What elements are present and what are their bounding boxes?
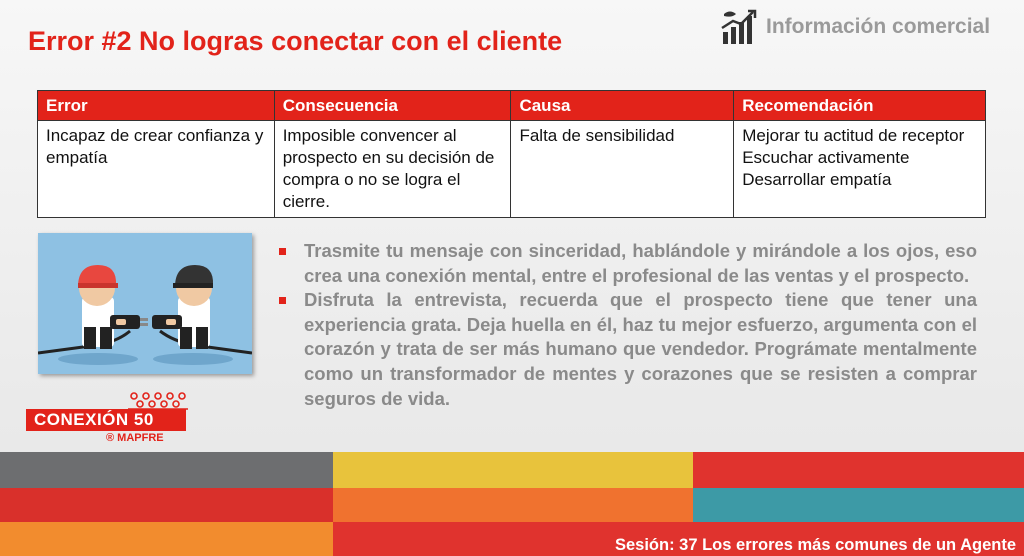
band-block (693, 488, 1024, 522)
band-block (693, 452, 1024, 488)
table-row (38, 121, 986, 218)
logo-wordmark: CONEXIÓN 50 (26, 409, 186, 431)
people-network-icon (22, 391, 198, 411)
page-title: Error #2 No logras conectar con el cliente (28, 26, 563, 56)
header-recomendacion: Recomendación (734, 91, 986, 121)
bullet-text: Disfruta la entrevista, recuerda que el prospecto tiene que tener una experiencia grata. Deja huella en él, haz tu mejor esfuerzo, argumenta con el corazón y trata de ser más humano que vendedor. Prográmate mentalmente como un transformador de mentes y corazones que se resisten a comprar seguros de vida. (304, 289, 977, 409)
band-block (333, 488, 693, 522)
tips-list (277, 239, 977, 411)
logo-brand: ® MAPFRE (106, 432, 164, 444)
error-table (37, 90, 986, 218)
header-error: Error (38, 91, 275, 121)
plugs-connecting-illustration (38, 233, 252, 374)
square-bullet-icon (279, 248, 286, 255)
cell-consecuencia: Imposible convencer al prospecto en su decisión de compra o no se logra el cierre. (274, 121, 511, 218)
cell-causa: Falta de sensibilidad (511, 121, 734, 218)
list-item (277, 288, 977, 411)
band-block (333, 452, 693, 488)
band-block (0, 488, 333, 522)
section-tag (720, 8, 990, 46)
connection-illustration (38, 233, 252, 374)
section-tag-label: Información comercial (766, 15, 991, 38)
table-header-row (38, 91, 986, 121)
session-footer-text: Sesión: 37 Los errores más comunes de un Agente (614, 536, 1016, 554)
conexion-50-logo (22, 391, 198, 447)
band-block (0, 522, 333, 556)
list-item (277, 239, 977, 288)
cell-error: Incapaz de crear confianza y empatía (38, 121, 275, 218)
handshake-growth-chart-icon (720, 8, 758, 46)
color-band-footer (0, 452, 1024, 556)
square-bullet-icon (279, 297, 286, 304)
header-causa: Causa (511, 91, 734, 121)
cell-recomendacion: Mejorar tu actitud de receptor Escuchar activamente Desarrollar empatía (734, 121, 986, 218)
bullet-text: Trasmite tu mensaje con sinceridad, hablándole y mirándole a los ojos, eso crea una conexión mental, entre el profesional de las ventas y el prospecto. (304, 240, 977, 286)
header-consecuencia: Consecuencia (274, 91, 511, 121)
band-block (0, 452, 333, 488)
